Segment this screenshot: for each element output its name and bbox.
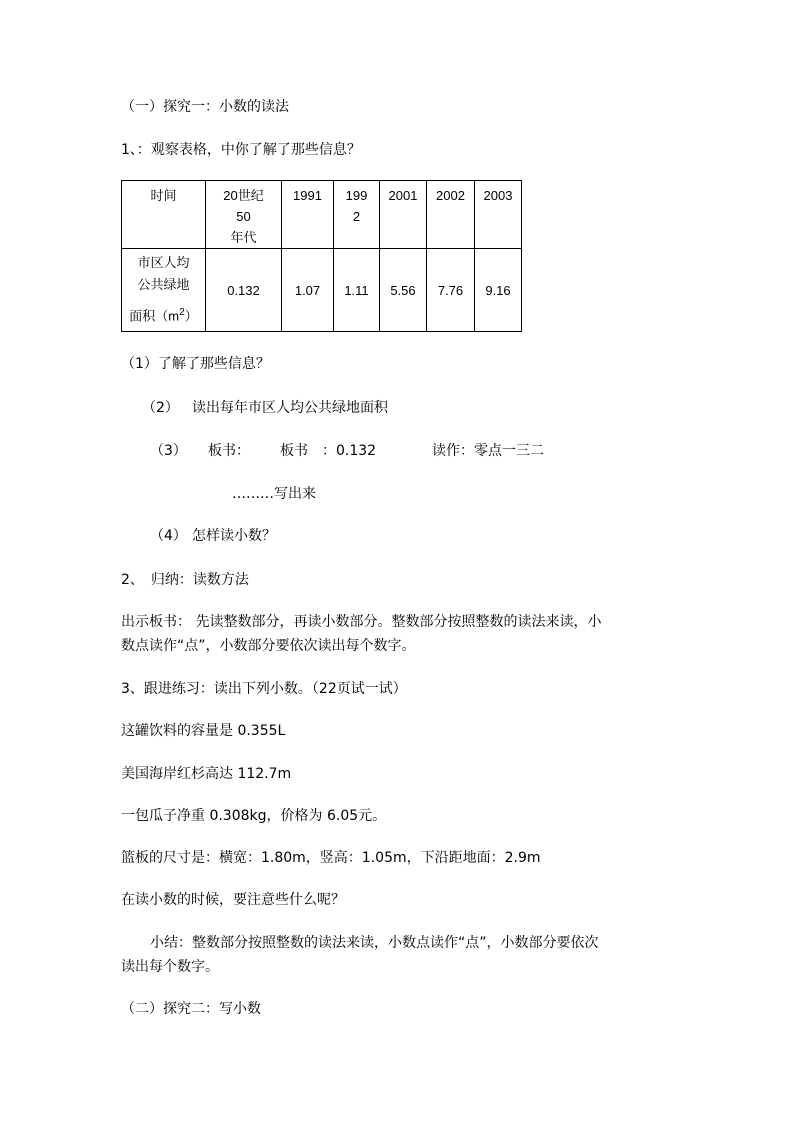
exercise-2: 美国海岸红杉高达 112.7m	[121, 766, 292, 782]
table-header-cell: 1991	[282, 181, 334, 249]
question-2-text: 读出每年市区人均公共绿地面积	[192, 400, 388, 416]
table-cell: 1.11	[334, 249, 380, 332]
question-4-number: （4）	[150, 528, 187, 544]
table-row	[122, 181, 522, 249]
table-cell: 9.16	[475, 249, 522, 332]
row-label-cell	[122, 249, 206, 332]
table-header-cell: 2003	[475, 181, 522, 249]
section-heading-2: （二）探究二：写小数	[121, 1001, 261, 1017]
question-2-number: （2）	[142, 400, 179, 416]
row-label-tail: ）	[184, 308, 198, 324]
question-3-number: （3）	[150, 443, 187, 459]
green-area-table	[121, 180, 522, 332]
summary-line-2: 读出每个数字。	[121, 959, 219, 975]
question-1: （1）了解了那些信息？	[121, 356, 270, 372]
rule-line-1: 出示板书： 先读整数部分，再读小数部分。整数部分按照整数的读法来读，小	[121, 614, 602, 630]
exercise-4: 篮板的尺寸是：横宽：1.80m，竖高：1.05m，下沿距地面：2.9m	[121, 850, 541, 866]
table-row	[122, 249, 522, 332]
item-3: 3、跟进练习：读出下列小数。（22页试一试）	[121, 681, 407, 697]
exercise-1: 这罐饮料的容量是 0.355L	[121, 723, 286, 739]
question-3-board: 板书：	[208, 443, 250, 459]
row-label-line	[124, 302, 203, 327]
table-header-cell: 20世纪 50 年代	[206, 181, 282, 249]
table-cell: 5.56	[380, 249, 427, 332]
unit-superscript: 2	[179, 307, 185, 319]
item-1: 1、：观察表格，中你了解了那些信息？	[121, 142, 361, 158]
row-label-text: 面积（m	[129, 308, 180, 324]
table-header-cell: 199 2	[334, 181, 380, 249]
section-heading-1: （一）探究一：小数的读法	[121, 99, 289, 115]
table-header-cell: 2002	[427, 181, 475, 249]
table-cell: 7.76	[427, 249, 475, 332]
row-label-line: 公共绿地	[137, 277, 190, 293]
question-note: 在读小数的时候，要注意些什么呢？	[121, 892, 345, 908]
row-label-line: 市区人均	[137, 255, 190, 271]
summary-line-1: 小结：整数部分按照整数的读法来读，小数点读作“点”，小数部分要依次	[150, 935, 599, 951]
table-cell: 0.132	[206, 249, 282, 332]
question-3-reading: 读作：零点一三二	[432, 443, 544, 459]
table-header-cell: 2001	[380, 181, 427, 249]
item-2: 2、 归纳：读数方法	[121, 572, 249, 588]
question-3-more: ………写出来	[232, 486, 316, 502]
table-cell: 1.07	[282, 249, 334, 332]
question-3-board-value: 板书 ：0.132	[280, 443, 377, 459]
exercise-3: 一包瓜子净重 0.308kg，价格为 6.05元。	[121, 808, 387, 824]
rule-line-2: 数点读作“点”，小数部分要依次读出每个数字。	[121, 638, 416, 654]
table-header-cell: 时间	[122, 181, 206, 249]
question-4-text: 怎样读小数？	[192, 528, 276, 544]
